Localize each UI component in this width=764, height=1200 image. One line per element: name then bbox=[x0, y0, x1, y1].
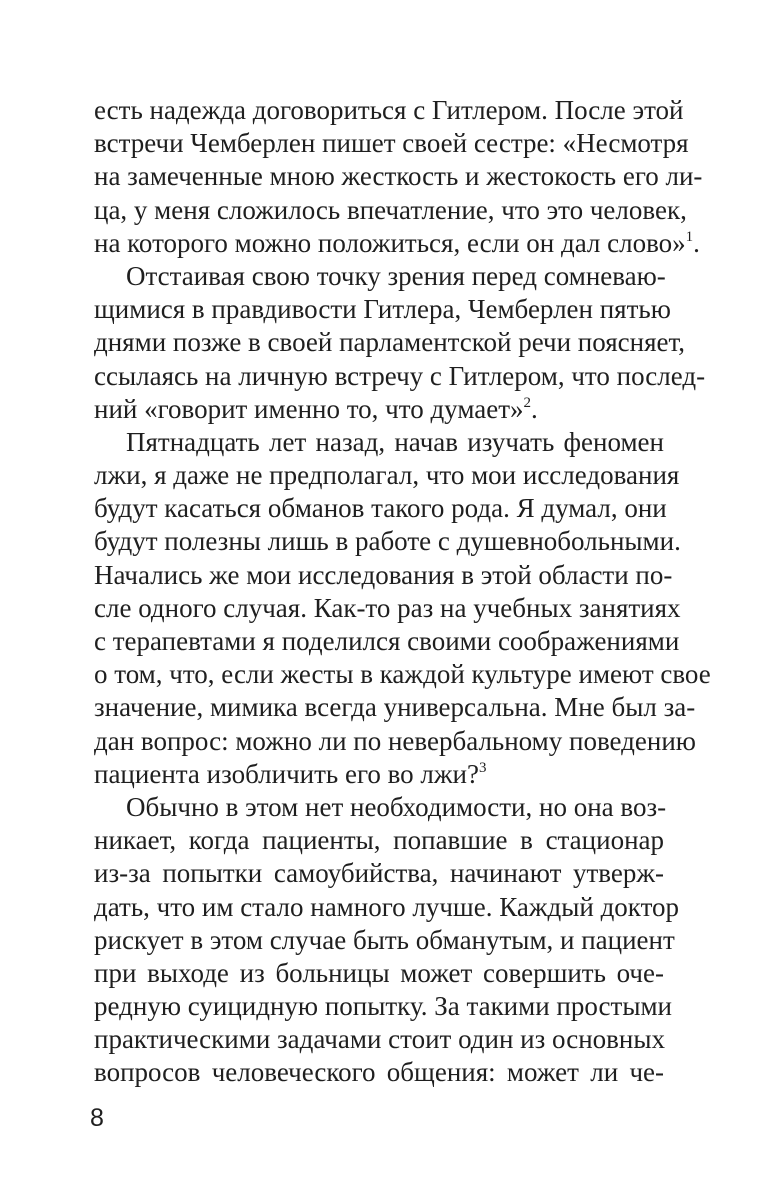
text-line: на замеченные мною жесткость и жестокость его ли- bbox=[94, 161, 703, 192]
text-line: значение, мимика всегда универсальна. Мне был за- bbox=[94, 692, 696, 723]
line-text: на которого можно положиться, если он дал слово» bbox=[94, 227, 686, 258]
text-line: вопросов человеческого общения: может ли че- bbox=[94, 1057, 664, 1088]
text-line: ца, у меня сложилось впечатление, что это человек, bbox=[94, 194, 687, 225]
text-line: Начались же мои исследования в этой области по- bbox=[94, 559, 673, 590]
page-number: 8 bbox=[90, 1104, 104, 1132]
text-line bbox=[94, 758, 664, 791]
text-line: Обычно в этом нет необходимости, но она воз- bbox=[126, 791, 667, 822]
text-line: сле одного случая. Как-то раз на учебных занятиях bbox=[94, 592, 681, 623]
text-line: рискует в этом случае быть обманутым, и пациент bbox=[94, 924, 675, 955]
text-line: Пятнадцать лет назад, начав изучать феномен bbox=[126, 426, 664, 457]
text-line: днями позже в своей парламентской речи поясняет, bbox=[94, 327, 686, 358]
text-line: ний «говорит именно то, что думает»$^2$. bbox=[94, 393, 538, 424]
body-text bbox=[94, 94, 711, 1090]
text-line: дать, что им стало намного лучше. Каждый доктор bbox=[94, 891, 680, 922]
text-line: никает, когда пациенты, попавшие в стационар bbox=[94, 825, 664, 856]
text-line: при выходе из больницы может совершить оче- bbox=[94, 957, 664, 988]
text-line: редную суицидную попытку. За такими простыми bbox=[94, 991, 672, 1022]
text-line: щимися в правдивости Гитлера, Чемберлен пятью bbox=[94, 294, 671, 325]
text-line: ссылаясь на личную встречу с Гитлером, что послед- bbox=[94, 360, 706, 391]
text-line: есть надежда договориться с Гитлером. После этой bbox=[94, 95, 684, 125]
footnote-marker: 3 bbox=[478, 759, 487, 776]
text-line: будут полезны лишь в работе с душевнобольными. bbox=[94, 526, 681, 557]
text-line: лжи, я даже не предполагал, что мои исследования bbox=[94, 460, 680, 491]
text-line: практическими задачами стоит один из основных bbox=[94, 1024, 665, 1055]
text-line: будут касаться обманов такого рода. Я думал, они bbox=[94, 493, 667, 524]
line-text: ний «говорит именно то, что думает» bbox=[94, 393, 524, 424]
text-line: с терапевтами я поделился своими соображениями bbox=[94, 626, 680, 656]
text-line: на которого можно положиться, если он дал слово»$^1$. bbox=[94, 227, 700, 258]
text-line: из-за попытки самоубийства, начинают утверж- bbox=[94, 858, 664, 889]
footnote-marker: 1 bbox=[685, 228, 694, 245]
footnote-marker: 2 bbox=[523, 394, 531, 411]
text-line: Отстаивая свою точку зрения перед сомневаю- bbox=[126, 260, 666, 291]
line-text: пациента изобличить его во лжи? bbox=[94, 758, 479, 789]
text-line: о том, что, если жесты в каждой культуре имеют свое bbox=[94, 659, 711, 690]
text-line: встречи Чемберлен пишет своей сестре: «Несмотря bbox=[94, 128, 689, 159]
text-line: дан вопрос: можно ли по невербальному поведению bbox=[94, 725, 696, 756]
